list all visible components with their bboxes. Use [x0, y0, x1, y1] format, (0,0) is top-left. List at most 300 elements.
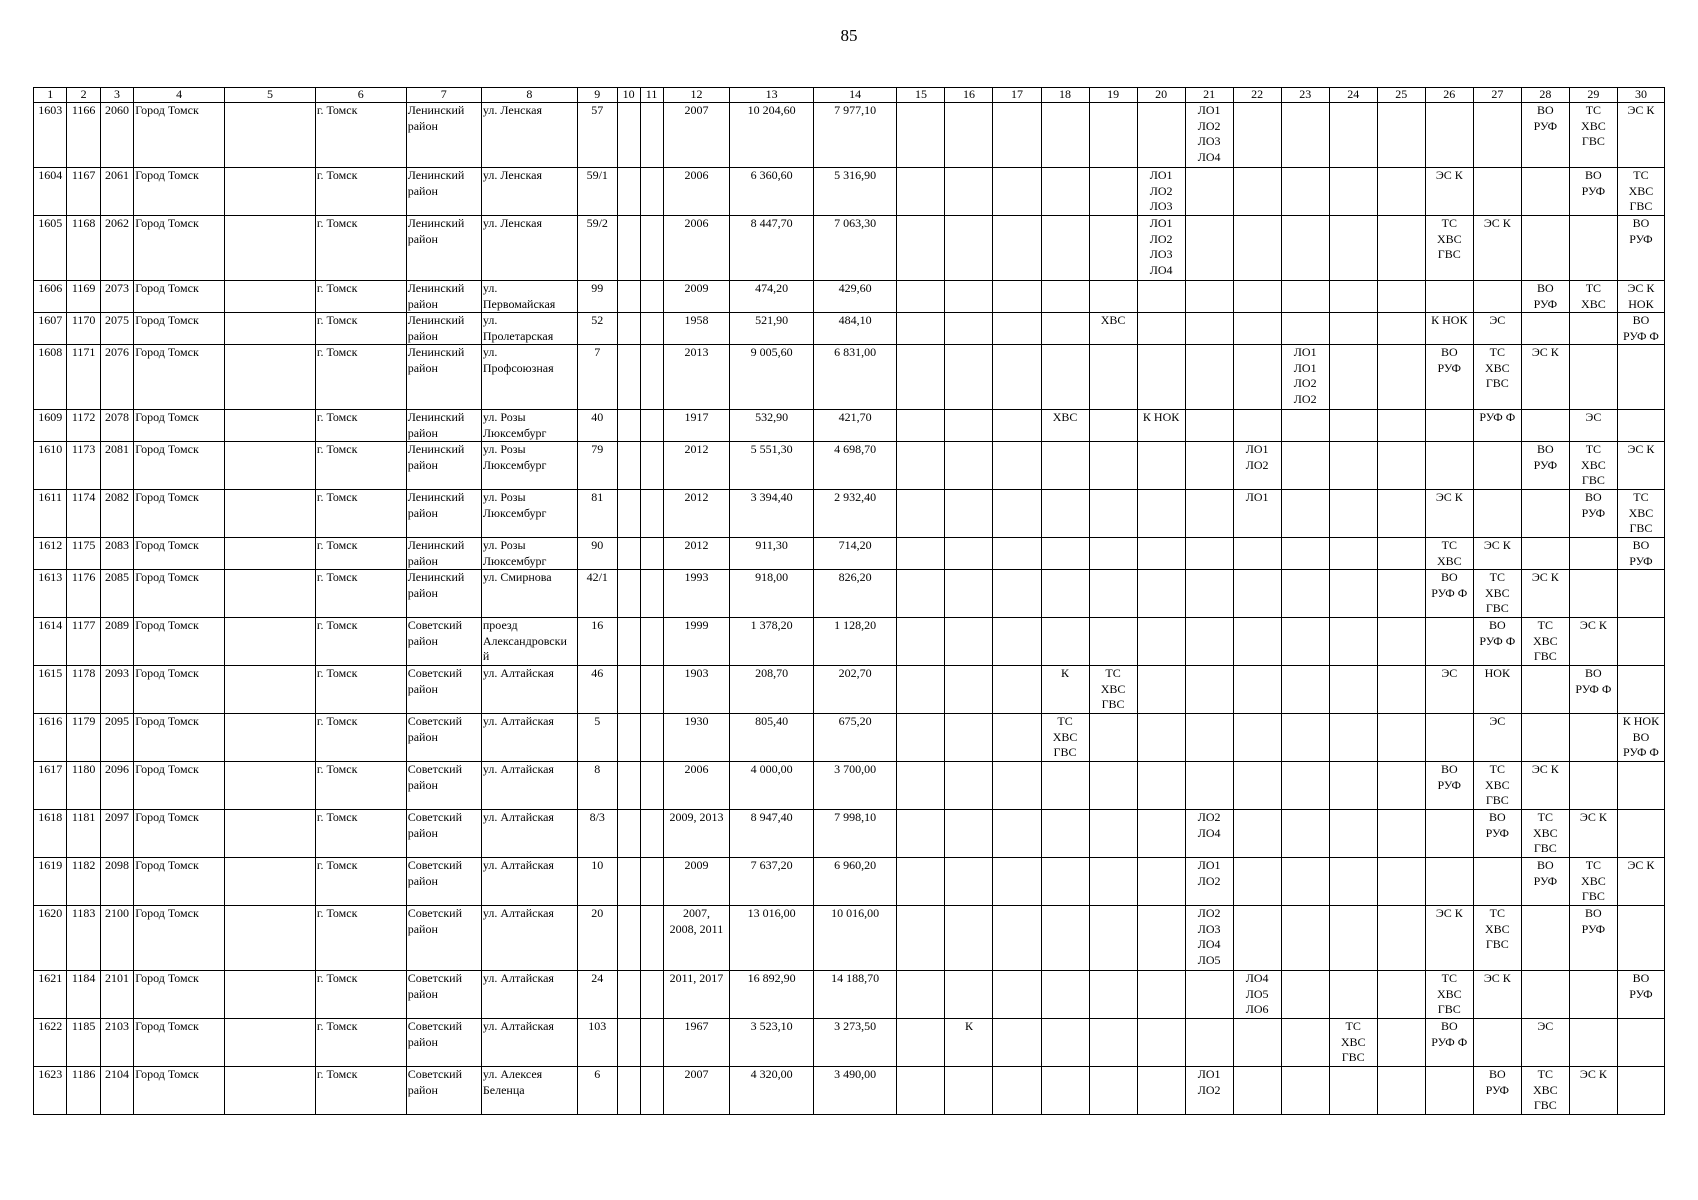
table-cell-col-24: [1329, 103, 1377, 168]
table-cell-col-5: [225, 810, 316, 858]
table-cell-col-13: 13 016,00: [730, 906, 814, 971]
table-cell-col-18: [1041, 281, 1089, 313]
table-row: [34, 410, 1665, 442]
table-cell-col-23: [1281, 216, 1329, 281]
table-cell-col-27: ВО РУФ: [1473, 810, 1521, 858]
table-cell-col-19: [1089, 538, 1137, 570]
table-cell-col-25: [1377, 216, 1425, 281]
table-row: [34, 714, 1665, 762]
table-cell-col-30: ВО РУФ: [1617, 971, 1664, 1019]
column-header-16: 16: [945, 88, 993, 103]
table-cell-col-2: 1172: [67, 410, 100, 442]
table-cell-col-15: [897, 538, 945, 570]
table-cell-col-22: [1233, 858, 1281, 906]
table-cell-col-27: ВО РУФ: [1473, 1067, 1521, 1115]
table-cell-col-15: [897, 858, 945, 906]
table-cell-col-3: 2076: [100, 345, 133, 410]
table-cell-col-25: [1377, 345, 1425, 410]
column-header-13: 13: [730, 88, 814, 103]
table-cell-col-27: ТС ХВС ГВС: [1473, 345, 1521, 410]
table-row: [34, 858, 1665, 906]
table-cell-col-14: 3 700,00: [813, 762, 897, 810]
table-cell-col-8: ул. Розы Люксембург: [481, 410, 577, 442]
table-cell-col-16: [945, 490, 993, 538]
table-cell-col-28: ТС ХВС ГВС: [1521, 1067, 1569, 1115]
table-row: [34, 538, 1665, 570]
table-cell-col-26: [1425, 714, 1473, 762]
table-cell-col-22: [1233, 762, 1281, 810]
table-cell-col-10: [617, 570, 640, 618]
table-cell-col-6: г. Томск: [315, 216, 406, 281]
table-cell-col-10: [617, 313, 640, 345]
table-cell-col-10: [617, 281, 640, 313]
table-cell-col-8: ул. Ленская: [481, 216, 577, 281]
table-cell-col-24: [1329, 345, 1377, 410]
table-cell-col-29: [1569, 313, 1617, 345]
column-header-3: 3: [100, 88, 133, 103]
table-cell-col-12: 2013: [663, 345, 730, 410]
table-cell-col-30: [1617, 618, 1664, 666]
table-cell-col-30: К НОК ВО РУФ Ф: [1617, 714, 1664, 762]
table-cell-col-20: [1137, 858, 1185, 906]
table-cell-col-3: 2061: [100, 168, 133, 216]
table-cell-col-2: 1170: [67, 313, 100, 345]
table-cell-col-1: 1616: [34, 714, 67, 762]
table-cell-col-11: [640, 345, 663, 410]
column-header-6: 6: [315, 88, 406, 103]
table-cell-col-26: ВО РУФ Ф: [1425, 570, 1473, 618]
table-cell-col-24: [1329, 714, 1377, 762]
table-cell-col-16: [945, 810, 993, 858]
table-cell-col-15: [897, 168, 945, 216]
table-cell-col-19: [1089, 971, 1137, 1019]
column-header-8: 8: [481, 88, 577, 103]
table-cell-col-28: ЭС: [1521, 1019, 1569, 1067]
table-cell-col-7: Ленинский район: [406, 570, 481, 618]
table-cell-col-30: ЭС К: [1617, 858, 1664, 906]
table-cell-col-27: [1473, 490, 1521, 538]
table-cell-col-14: 484,10: [813, 313, 897, 345]
table-cell-col-24: [1329, 618, 1377, 666]
table-cell-col-7: Ленинский район: [406, 410, 481, 442]
table-cell-col-13: 10 204,60: [730, 103, 814, 168]
table-cell-col-6: г. Томск: [315, 345, 406, 410]
table-cell-col-6: г. Томск: [315, 410, 406, 442]
table-cell-col-2: 1171: [67, 345, 100, 410]
table-cell-col-18: [1041, 858, 1089, 906]
table-cell-col-29: [1569, 971, 1617, 1019]
table-cell-col-5: [225, 410, 316, 442]
table-cell-col-4: Город Томск: [134, 410, 225, 442]
table-cell-col-22: [1233, 345, 1281, 410]
table-cell-col-14: 10 016,00: [813, 906, 897, 971]
table-cell-col-15: [897, 570, 945, 618]
table-cell-col-4: Город Томск: [134, 971, 225, 1019]
table-cell-col-29: ВО РУФ: [1569, 906, 1617, 971]
table-cell-col-11: [640, 168, 663, 216]
table-cell-col-20: [1137, 490, 1185, 538]
table-cell-col-7: Ленинский район: [406, 490, 481, 538]
table-row: [34, 666, 1665, 714]
table-cell-col-13: 805,40: [730, 714, 814, 762]
table-cell-col-12: 2007: [663, 103, 730, 168]
table-cell-col-6: г. Томск: [315, 714, 406, 762]
table-cell-col-30: [1617, 762, 1664, 810]
table-cell-col-20: [1137, 1019, 1185, 1067]
table-cell-col-1: 1619: [34, 858, 67, 906]
table-row: [34, 1067, 1665, 1115]
table-cell-col-1: 1603: [34, 103, 67, 168]
table-cell-col-18: [1041, 442, 1089, 490]
table-cell-col-11: [640, 103, 663, 168]
table-cell-col-20: [1137, 570, 1185, 618]
table-cell-col-11: [640, 666, 663, 714]
table-cell-col-26: [1425, 281, 1473, 313]
table-cell-col-22: [1233, 216, 1281, 281]
table-cell-col-28: [1521, 906, 1569, 971]
table-cell-col-22: [1233, 313, 1281, 345]
table-cell-col-13: 4 320,00: [730, 1067, 814, 1115]
table-cell-col-30: ЭС К: [1617, 442, 1664, 490]
table-cell-col-12: 2009: [663, 858, 730, 906]
table-cell-col-28: ТС ХВС ГВС: [1521, 810, 1569, 858]
table-cell-col-14: 6 960,20: [813, 858, 897, 906]
table-cell-col-5: [225, 103, 316, 168]
table-cell-col-14: 14 188,70: [813, 971, 897, 1019]
table-cell-col-3: 2103: [100, 1019, 133, 1067]
table-cell-col-16: [945, 1067, 993, 1115]
table-cell-col-8: ул. Алтайская: [481, 1019, 577, 1067]
table-cell-col-6: г. Томск: [315, 281, 406, 313]
table-cell-col-29: ЭС К: [1569, 1067, 1617, 1115]
table-row: [34, 490, 1665, 538]
table-cell-col-11: [640, 281, 663, 313]
table-row: [34, 810, 1665, 858]
table-cell-col-23: [1281, 538, 1329, 570]
table-cell-col-30: [1617, 1019, 1664, 1067]
table-cell-col-6: г. Томск: [315, 103, 406, 168]
table-cell-col-10: [617, 714, 640, 762]
table-cell-col-30: [1617, 666, 1664, 714]
table-cell-col-15: [897, 1067, 945, 1115]
table-cell-col-12: 2007, 2008, 2011: [663, 906, 730, 971]
register-table-container: [33, 87, 1665, 1115]
table-cell-col-19: [1089, 281, 1137, 313]
table-cell-col-20: [1137, 714, 1185, 762]
table-cell-col-24: [1329, 410, 1377, 442]
table-cell-col-3: 2083: [100, 538, 133, 570]
table-cell-col-13: 16 892,90: [730, 971, 814, 1019]
column-header-4: 4: [134, 88, 225, 103]
table-cell-col-13: 3 523,10: [730, 1019, 814, 1067]
table-cell-col-29: ЭС К: [1569, 618, 1617, 666]
table-cell-col-14: 7 063,30: [813, 216, 897, 281]
table-cell-col-12: 2011, 2017: [663, 971, 730, 1019]
table-cell-col-16: [945, 281, 993, 313]
table-row: [34, 1019, 1665, 1067]
table-cell-col-19: [1089, 103, 1137, 168]
column-header-7: 7: [406, 88, 481, 103]
table-cell-col-30: ЭС К: [1617, 103, 1664, 168]
table-cell-col-19: [1089, 1067, 1137, 1115]
table-cell-col-6: г. Томск: [315, 1067, 406, 1115]
table-cell-col-3: 2096: [100, 762, 133, 810]
table-cell-col-2: 1166: [67, 103, 100, 168]
table-cell-col-26: ВО РУФ Ф: [1425, 1019, 1473, 1067]
table-cell-col-5: [225, 168, 316, 216]
table-cell-col-17: [993, 666, 1041, 714]
table-cell-col-17: [993, 906, 1041, 971]
table-cell-col-3: 2081: [100, 442, 133, 490]
table-cell-col-6: г. Томск: [315, 490, 406, 538]
table-cell-col-27: НОК: [1473, 666, 1521, 714]
table-cell-col-7: Советский район: [406, 714, 481, 762]
table-cell-col-23: [1281, 618, 1329, 666]
table-cell-col-29: ЭС К: [1569, 810, 1617, 858]
table-cell-col-19: [1089, 714, 1137, 762]
table-cell-col-26: ЭС: [1425, 666, 1473, 714]
table-cell-col-2: 1177: [67, 618, 100, 666]
table-cell-col-6: г. Томск: [315, 762, 406, 810]
table-cell-col-16: [945, 971, 993, 1019]
table-cell-col-7: Советский район: [406, 762, 481, 810]
table-cell-col-23: [1281, 103, 1329, 168]
table-cell-col-21: [1185, 216, 1233, 281]
table-cell-col-13: 6 360,60: [730, 168, 814, 216]
table-cell-col-21: [1185, 618, 1233, 666]
table-cell-col-18: [1041, 538, 1089, 570]
table-cell-col-17: [993, 810, 1041, 858]
table-cell-col-19: [1089, 345, 1137, 410]
table-cell-col-20: ЛО1 ЛО2 ЛО3: [1137, 168, 1185, 216]
table-row: [34, 762, 1665, 810]
table-cell-col-22: [1233, 906, 1281, 971]
table-cell-col-8: ул. Профсоюзная: [481, 345, 577, 410]
table-cell-col-25: [1377, 410, 1425, 442]
table-cell-col-2: 1184: [67, 971, 100, 1019]
column-header-24: 24: [1329, 88, 1377, 103]
table-cell-col-24: [1329, 442, 1377, 490]
table-cell-col-2: 1180: [67, 762, 100, 810]
table-cell-col-23: ЛО1 ЛО1 ЛО2 ЛО2: [1281, 345, 1329, 410]
table-cell-col-21: [1185, 410, 1233, 442]
table-cell-col-18: [1041, 971, 1089, 1019]
table-cell-col-12: 1903: [663, 666, 730, 714]
table-cell-col-24: [1329, 858, 1377, 906]
table-cell-col-24: [1329, 281, 1377, 313]
table-cell-col-17: [993, 168, 1041, 216]
table-cell-col-8: ул. Алтайская: [481, 762, 577, 810]
table-cell-col-19: [1089, 906, 1137, 971]
table-cell-col-11: [640, 442, 663, 490]
table-cell-col-22: [1233, 570, 1281, 618]
table-cell-col-29: ТС ХВС ГВС: [1569, 858, 1617, 906]
table-cell-col-29: [1569, 345, 1617, 410]
table-cell-col-18: [1041, 103, 1089, 168]
table-cell-col-23: [1281, 906, 1329, 971]
table-cell-col-6: г. Томск: [315, 906, 406, 971]
table-cell-col-2: 1179: [67, 714, 100, 762]
table-cell-col-22: [1233, 618, 1281, 666]
table-cell-col-10: [617, 618, 640, 666]
table-cell-col-7: Ленинский район: [406, 281, 481, 313]
table-cell-col-23: [1281, 168, 1329, 216]
table-cell-col-25: [1377, 971, 1425, 1019]
table-cell-col-1: 1608: [34, 345, 67, 410]
table-cell-col-9: 7: [577, 345, 617, 410]
table-cell-col-28: [1521, 216, 1569, 281]
table-cell-col-10: [617, 1067, 640, 1115]
column-header-14: 14: [813, 88, 897, 103]
table-cell-col-17: [993, 313, 1041, 345]
table-row: [34, 906, 1665, 971]
table-cell-col-27: РУФ Ф: [1473, 410, 1521, 442]
table-cell-col-3: 2097: [100, 810, 133, 858]
table-cell-col-9: 8: [577, 762, 617, 810]
table-cell-col-17: [993, 410, 1041, 442]
table-cell-col-24: [1329, 1067, 1377, 1115]
table-cell-col-15: [897, 810, 945, 858]
table-cell-col-29: [1569, 216, 1617, 281]
table-cell-col-22: [1233, 281, 1281, 313]
table-cell-col-2: 1185: [67, 1019, 100, 1067]
table-cell-col-2: 1183: [67, 906, 100, 971]
table-cell-col-12: 2009: [663, 281, 730, 313]
table-cell-col-25: [1377, 313, 1425, 345]
table-cell-col-23: [1281, 666, 1329, 714]
table-cell-col-15: [897, 410, 945, 442]
column-header-22: 22: [1233, 88, 1281, 103]
table-cell-col-25: [1377, 103, 1425, 168]
table-cell-col-5: [225, 442, 316, 490]
table-cell-col-7: Ленинский район: [406, 313, 481, 345]
table-cell-col-25: [1377, 1019, 1425, 1067]
table-cell-col-22: ЛО4 ЛО5 ЛО6: [1233, 971, 1281, 1019]
table-cell-col-23: [1281, 1019, 1329, 1067]
table-cell-col-4: Город Томск: [134, 858, 225, 906]
table-cell-col-8: ул. Алтайская: [481, 666, 577, 714]
table-cell-col-23: [1281, 410, 1329, 442]
table-cell-col-15: [897, 442, 945, 490]
table-cell-col-30: [1617, 1067, 1664, 1115]
table-cell-col-20: [1137, 762, 1185, 810]
table-cell-col-21: [1185, 281, 1233, 313]
table-cell-col-30: ВО РУФ: [1617, 216, 1664, 281]
table-cell-col-25: [1377, 281, 1425, 313]
table-cell-col-1: 1612: [34, 538, 67, 570]
table-cell-col-1: 1617: [34, 762, 67, 810]
table-cell-col-28: [1521, 490, 1569, 538]
table-cell-col-20: [1137, 666, 1185, 714]
table-cell-col-3: 2101: [100, 971, 133, 1019]
table-cell-col-9: 81: [577, 490, 617, 538]
table-cell-col-11: [640, 714, 663, 762]
table-cell-col-6: г. Томск: [315, 858, 406, 906]
table-cell-col-1: 1620: [34, 906, 67, 971]
table-cell-col-24: [1329, 168, 1377, 216]
table-cell-col-6: г. Томск: [315, 570, 406, 618]
table-cell-col-30: ВО РУФ Ф: [1617, 313, 1664, 345]
table-cell-col-19: [1089, 810, 1137, 858]
table-cell-col-6: г. Томск: [315, 1019, 406, 1067]
table-cell-col-30: [1617, 570, 1664, 618]
table-cell-col-22: [1233, 168, 1281, 216]
table-cell-col-9: 5: [577, 714, 617, 762]
table-cell-col-23: [1281, 313, 1329, 345]
table-cell-col-8: проезд Александровски й: [481, 618, 577, 666]
table-cell-col-26: [1425, 858, 1473, 906]
table-cell-col-2: 1167: [67, 168, 100, 216]
table-cell-col-26: ЭС К: [1425, 168, 1473, 216]
table-cell-col-25: [1377, 666, 1425, 714]
table-cell-col-18: [1041, 216, 1089, 281]
table-cell-col-12: 2006: [663, 216, 730, 281]
table-cell-col-11: [640, 762, 663, 810]
table-cell-col-7: Советский район: [406, 666, 481, 714]
table-cell-col-5: [225, 971, 316, 1019]
table-cell-col-17: [993, 858, 1041, 906]
table-cell-col-24: [1329, 538, 1377, 570]
table-cell-col-1: 1615: [34, 666, 67, 714]
table-cell-col-5: [225, 216, 316, 281]
table-cell-col-6: г. Томск: [315, 810, 406, 858]
table-cell-col-8: ул. Розы Люксембург: [481, 538, 577, 570]
table-cell-col-3: 2095: [100, 714, 133, 762]
table-cell-col-22: [1233, 1067, 1281, 1115]
table-cell-col-27: ЭС: [1473, 313, 1521, 345]
table-cell-col-7: Советский район: [406, 1019, 481, 1067]
table-cell-col-5: [225, 906, 316, 971]
column-header-26: 26: [1425, 88, 1473, 103]
table-cell-col-18: К: [1041, 666, 1089, 714]
table-cell-col-4: Город Томск: [134, 168, 225, 216]
table-cell-col-14: 4 698,70: [813, 442, 897, 490]
table-cell-col-27: ЭС К: [1473, 538, 1521, 570]
table-cell-col-22: [1233, 1019, 1281, 1067]
table-cell-col-28: ВО РУФ: [1521, 281, 1569, 313]
table-cell-col-1: 1622: [34, 1019, 67, 1067]
table-cell-col-11: [640, 570, 663, 618]
table-cell-col-29: ТС ХВС ГВС: [1569, 103, 1617, 168]
table-cell-col-2: 1175: [67, 538, 100, 570]
table-cell-col-5: [225, 313, 316, 345]
table-cell-col-25: [1377, 538, 1425, 570]
table-cell-col-21: [1185, 570, 1233, 618]
table-cell-col-11: [640, 410, 663, 442]
table-cell-col-16: [945, 345, 993, 410]
table-cell-col-25: [1377, 810, 1425, 858]
table-cell-col-13: 8 947,40: [730, 810, 814, 858]
table-cell-col-5: [225, 281, 316, 313]
table-cell-col-18: [1041, 618, 1089, 666]
table-cell-col-6: г. Томск: [315, 971, 406, 1019]
table-cell-col-16: [945, 538, 993, 570]
table-cell-col-23: [1281, 971, 1329, 1019]
table-cell-col-1: 1609: [34, 410, 67, 442]
table-cell-col-30: ТС ХВС ГВС: [1617, 490, 1664, 538]
table-cell-col-5: [225, 570, 316, 618]
table-cell-col-7: Ленинский район: [406, 216, 481, 281]
table-cell-col-12: 1958: [663, 313, 730, 345]
table-cell-col-2: 1168: [67, 216, 100, 281]
table-cell-col-14: 826,20: [813, 570, 897, 618]
table-cell-col-4: Город Томск: [134, 618, 225, 666]
table-cell-col-15: [897, 714, 945, 762]
table-cell-col-26: [1425, 810, 1473, 858]
table-cell-col-11: [640, 906, 663, 971]
table-row: [34, 216, 1665, 281]
table-cell-col-5: [225, 858, 316, 906]
